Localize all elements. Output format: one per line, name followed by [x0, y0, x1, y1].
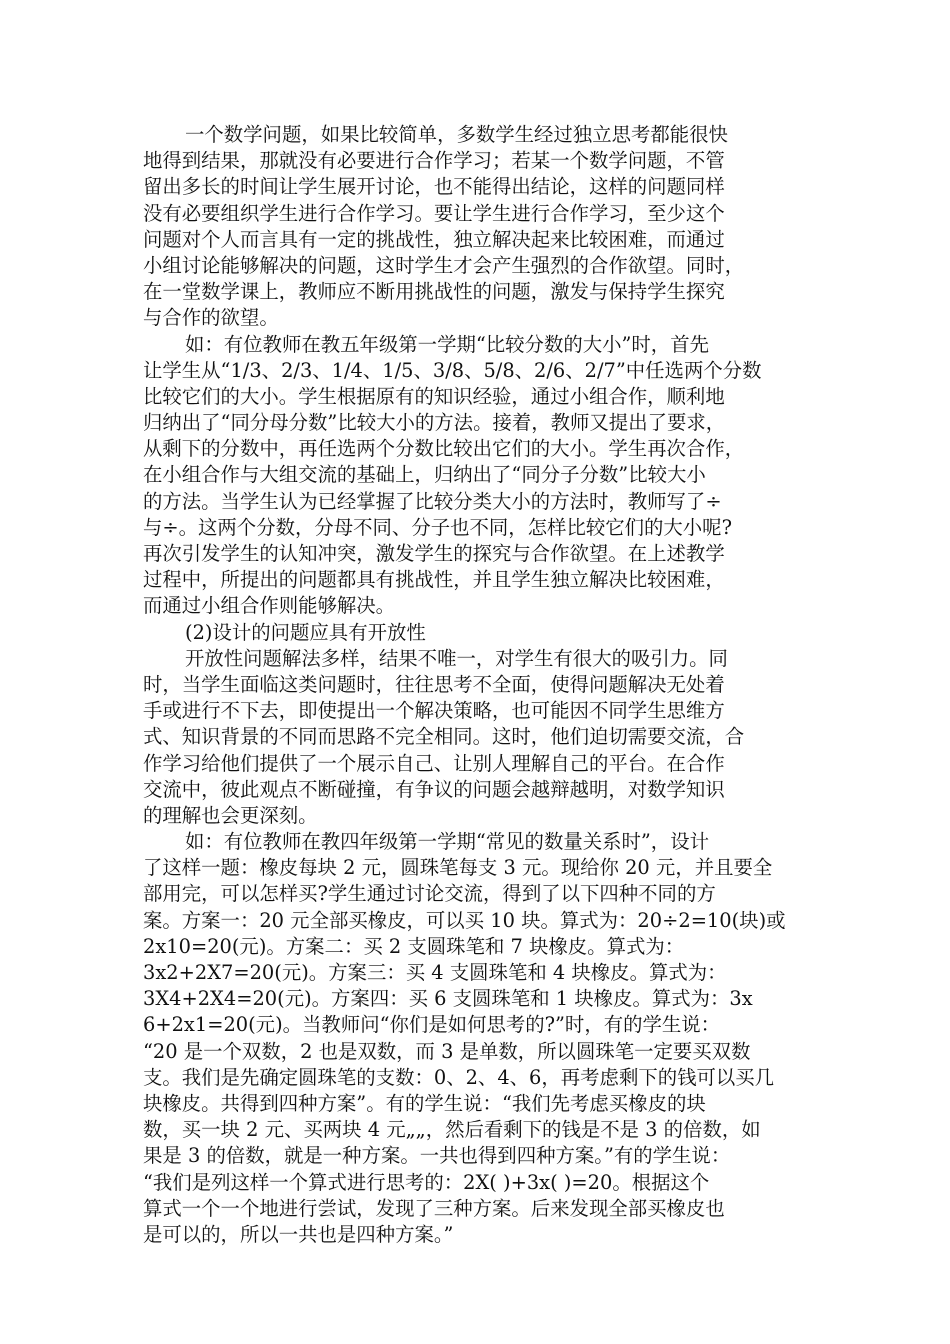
paragraph-line: 归纳出了“同分母分数”比较大小的方法。接着，教师又提出了要求，: [143, 411, 726, 435]
paragraph-line: “20 是一个双数，2 也是双数，而 3 是单数，所以圆珠笔一定要买双数: [143, 1039, 751, 1063]
paragraph-line: 而通过小组合作则能够解决。: [143, 594, 396, 618]
paragraph-line: 案。方案一：20 元全部买橡皮，可以买 10 块。算式为：20÷2=10(块)或: [143, 908, 786, 932]
paragraph-line: 果是 3 的倍数，就是一种方案。一共也得到四种方案。”有的学生说：: [143, 1144, 731, 1168]
paragraph-line: 地得到结果，那就没有必要进行合作学习；若某一个数学问题，不管: [143, 149, 725, 173]
paragraph-line: 与合作的欲望。: [143, 306, 279, 330]
paragraph-line: 没有必要组织学生进行合作学习。要让学生进行合作学习，至少这个: [143, 201, 725, 225]
paragraph-line: 如：有位教师在教五年级第一学期“比较分数的大小”时，首先: [185, 332, 709, 356]
section-heading: (2)设计的问题应具有开放性: [185, 620, 426, 644]
paragraph-line: 小组讨论能够解决的问题，这时学生才会产生强烈的合作欲望。同时，: [143, 253, 745, 277]
paragraph-line: 问题对个人而言具有一定的挑战性，独立解决起来比较困难，而通过: [143, 227, 725, 251]
paragraph-line: 数，买一块 2 元、买两块 4 元„„，然后看剩下的钱是不是 3 的倍数，如: [143, 1118, 761, 1142]
paragraph-line: 是可以的，所以一共也是四种方案。”: [143, 1222, 454, 1246]
paragraph-line: 3x2+2X7=20(元)。方案三：买 4 支圆珠笔和 4 块橡皮。算式为：: [143, 961, 727, 984]
paragraph-line: 部用完，可以怎样买?学生通过讨论交流，得到了以下四种不同的方: [143, 882, 716, 906]
paragraph-line: 留出多长的时间让学生展开讨论，也不能得出结论，这样的问题同样: [143, 175, 725, 199]
paragraph-line: 算式一个一个地进行尝试，发现了三种方案。后来发现全部买橡皮也: [143, 1196, 725, 1220]
paragraph-line: 开放性问题解法多样，结果不唯一，对学生有很大的吸引力。同: [185, 646, 728, 670]
paragraph-line: “我们是列这样一个算式进行思考的：2X( )+3x( )=20。根据这个: [143, 1170, 710, 1194]
paragraph-line: 6+2x1=20(元)。当教师问“你们是如何思考的?”时，有的学生说：: [143, 1013, 721, 1037]
paragraph-line: 交流中，彼此观点不断碰撞，有争议的问题会越辩越明，对数学知识: [143, 777, 725, 801]
paragraph-line: 了这样一题：橡皮每块 2 元，圆珠笔每支 3 元。现给你 20 元，并且要全: [143, 856, 773, 880]
paragraph-line: 与÷。这两个分数，分母不同、分子也不同，怎样比较它们的大小呢?: [143, 515, 732, 539]
paragraph-line: 支。我们是先确定圆珠笔的支数：0、2、4、6，再考虑剩下的钱可以买几: [143, 1065, 775, 1089]
paragraph-line: 在小组合作与大组交流的基础上，归纳出了“同分子分数”比较大小: [143, 463, 706, 487]
document-body: [143, 122, 823, 1248]
paragraph-line: 从剩下的分数中，再任选两个分数比较出它们的大小。学生再次合作，: [143, 437, 745, 461]
paragraph-line: 2x10=20(元)。方案二：买 2 支圆珠笔和 7 块橡皮。算式为：: [143, 934, 685, 958]
paragraph-line: 的理解也会更深刻。: [143, 803, 318, 827]
paragraph-line: 式、知识背景的不同而思路不完全相同。这时，他们迫切需要交流，合: [143, 725, 745, 749]
paragraph-line: 作学习给他们提供了一个展示自己、让别人理解自己的平台。在合作: [143, 751, 725, 775]
paragraph-line: 一个数学问题，如果比较简单，多数学生经过独立思考都能很快: [185, 123, 728, 146]
paragraph-line: 块橡皮。共得到四种方案”。有的学生说：“我们先考虑买橡皮的块: [143, 1091, 706, 1115]
paragraph-line: 让学生从“1/3、2/3、1/4、1/5、3/8、5/8、2/6、2/7”中任选两个分数: [143, 358, 762, 382]
paragraph-line: 手或进行不下去，即使提出一个解决策略，也可能因不同学生思维方: [143, 699, 725, 723]
paragraph-line: 在一堂数学课上，教师应不断用挑战性的问题，激发与保持学生探究: [143, 280, 725, 304]
paragraph-line: 再次引发学生的认知冲突，激发学生的探究与合作欲望。在上述教学: [143, 542, 725, 565]
paragraph-line: 过程中，所提出的问题都具有挑战性，并且学生独立解决比较困难，: [143, 568, 725, 592]
paragraph-line: 3X4+2X4=20(元)。方案四：买 6 支圆珠笔和 1 块橡皮。算式为：3x: [143, 987, 753, 1011]
paragraph-line: 如：有位教师在教四年级第一学期“常见的数量关系时”，设计: [185, 830, 709, 854]
paragraph-line: 的方法。当学生认为已经掌握了比较分类大小的方法时，教师写了÷: [143, 489, 722, 513]
paragraph-line: 时，当学生面临这类问题时，往往思考不全面，使得问题解决无处着: [143, 672, 725, 696]
paragraph-line: 比较它们的大小。学生根据原有的知识经验，通过小组合作，顺利地: [143, 384, 725, 408]
